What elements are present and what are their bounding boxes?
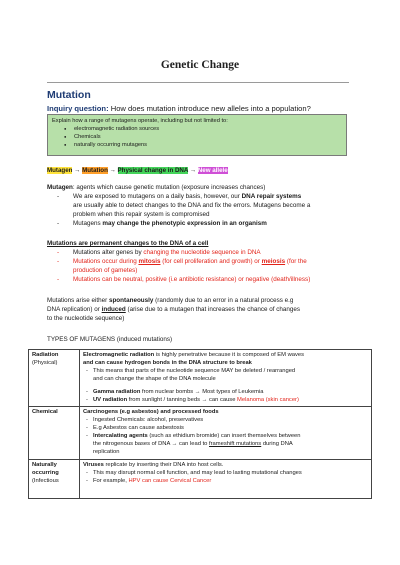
cell-text: For example, <box>93 477 129 484</box>
bullet-dash: - <box>86 367 88 374</box>
syllabus-item: ● Chemicals <box>74 133 342 141</box>
cell-line <box>83 433 368 441</box>
flow-step: Mutation <box>82 167 108 174</box>
cell-text: replicate by inserting their DNA into host cells. <box>103 461 224 468</box>
bullet-dash: - <box>86 388 88 395</box>
page-title: Genetic Change <box>160 59 240 71</box>
arise-line: to the nucleotide sequence) <box>47 315 125 322</box>
arise-text: (randomly due to an error in a natural process e.g <box>153 297 294 304</box>
permanent-point <box>73 249 261 258</box>
cell-text: This means that parts of the nucleotide sequence MAY be deleted / rearranged <box>93 367 296 374</box>
cell-text: Ingested Chemicals: alcohol, preservatives <box>93 417 204 424</box>
cell-text: E.g Asbestos can cause asbestosis <box>93 425 184 432</box>
cell-term: Viruses <box>83 461 104 468</box>
flow-step: New allele <box>197 167 228 174</box>
cell-term: Intercalating agents <box>93 433 148 440</box>
category-sublabel: (Infectious <box>32 477 59 484</box>
arise-text: Mutations arise either <box>47 297 109 304</box>
mutagen-definition <box>47 184 265 193</box>
permanent-point <box>73 258 307 267</box>
arise-term: spontaneously <box>108 297 154 304</box>
bullet-dash: - <box>57 258 60 265</box>
cell-line <box>83 368 368 376</box>
cell-red-text: HPV can cause Cervical Cancer <box>128 477 212 484</box>
meiosis-term: meiosis <box>261 258 286 265</box>
cell-term: UV radiation <box>93 396 128 403</box>
table-row <box>29 350 372 407</box>
flow-arrow: → <box>109 167 116 174</box>
bullet-dash: - <box>86 396 88 403</box>
category-cell <box>29 350 80 407</box>
cell-line: and can change the shape of the DNA molecule <box>93 375 216 382</box>
cell-line <box>83 462 368 470</box>
point-text: (for cell proliferation and growth) or <box>160 258 262 265</box>
repair-line <box>73 193 301 202</box>
repair-term: DNA repair systems <box>241 193 302 200</box>
phenotype-term: may change the phenotypic expression in an organism <box>102 220 267 227</box>
category-sublabel: (Physical) <box>32 359 58 366</box>
point-text: Mutations occur during <box>73 258 139 265</box>
arise-text: (arise due to a mutagen that increases the chance of changes <box>125 306 301 313</box>
syllabus-box <box>47 114 347 156</box>
cell-line <box>83 441 368 449</box>
bullet-dash: - <box>86 477 88 484</box>
phenotype-line <box>73 220 267 229</box>
cell-underlined-text: frameshift mutations <box>209 441 262 448</box>
arise-term: induced <box>101 306 126 313</box>
description-cell <box>80 407 372 459</box>
section-heading: Mutation <box>47 89 91 101</box>
inquiry-label: Inquiry question: <box>47 104 109 113</box>
cell-term: Carcinogens (e.g asbestos) and processed foods <box>83 409 219 416</box>
inquiry-text: How does mutation introduce new alleles into a population? <box>108 104 311 113</box>
syllabus-item: ● naturally occurring mutagens <box>74 141 342 149</box>
phenotype-text: Mutagens <box>73 220 103 227</box>
types-heading: TYPES OF MUTAGENS (induced mutations) <box>47 336 173 343</box>
arise-line <box>47 306 300 315</box>
syllabus-item: ● electromagnetic radiation sources <box>74 125 342 133</box>
cell-term: Gamma radiation <box>93 388 141 395</box>
arise-text: DNA replication) or <box>47 306 102 313</box>
arise-line <box>47 297 293 306</box>
cell-text: from sunlight / tanning beds → can cause <box>127 396 238 403</box>
flow-step: Mutagen <box>47 167 73 174</box>
repair-line: are usually able to detect changes to the DNA and fix the errors. Mutagens become a <box>73 202 311 209</box>
cell-line <box>83 397 368 405</box>
flow-arrow: → <box>189 167 197 174</box>
table-row <box>29 407 372 459</box>
permanent-point: production of gametes) <box>73 267 138 274</box>
mutagen-table <box>28 349 372 499</box>
category-cell <box>29 459 80 498</box>
cell-text: during DNA <box>261 441 293 448</box>
bullet-dash: - <box>57 193 60 200</box>
description-cell <box>80 459 372 498</box>
repair-text: We are exposed to mutagens on a daily basis, however, our <box>73 193 242 200</box>
cell-line <box>83 360 368 368</box>
bullet-dash: - <box>57 276 60 283</box>
category-label: occurring <box>32 469 59 476</box>
mutation-flow <box>47 167 228 174</box>
bullet-dash: - <box>86 433 88 440</box>
cell-line <box>83 389 368 397</box>
permanent-point: Mutations can be neutral, positive (i.e antibiotic resistance) or negative (death/illness) <box>73 276 311 283</box>
cell-line <box>83 417 368 425</box>
flow-step: Physical change in DNA <box>117 167 189 174</box>
description-cell <box>80 350 372 407</box>
category-cell <box>29 407 80 459</box>
point-red-text: changing the nucleotide sequence in DNA <box>143 249 261 256</box>
cell-term: Electromagnetic radiation <box>83 352 155 358</box>
category-label: Naturally <box>32 461 57 468</box>
cell-text: (such as ethidium bromide) can insert themselves between <box>147 433 301 440</box>
point-text: (for the <box>285 258 307 265</box>
permanent-heading: Mutations are permanent changes to the DNA of a cell <box>47 240 209 247</box>
cell-line <box>83 352 368 360</box>
spacer <box>83 486 368 496</box>
cell-term: and can cause hydrogen bonds in the DNA structure to break <box>83 359 252 366</box>
syllabus-intro: Explain how a range of mutagens operate, including but not limited to: <box>52 118 228 124</box>
cell-line: replication <box>93 448 120 455</box>
syllabus-list <box>52 125 342 149</box>
bullet-dash: - <box>86 425 88 432</box>
cell-text: from nuclear bombs → Most types of Leukemia <box>140 388 264 395</box>
bullet-dash: - <box>57 249 60 256</box>
definition-text: : agents which cause genetic mutation (exposure increases chances) <box>72 184 266 191</box>
flow-arrow: → <box>74 167 81 174</box>
bullet-dash: - <box>57 220 60 227</box>
category-label: Chemical <box>32 409 58 416</box>
cell-text: This may disrupt normal cell function, and may lead to lasting mutational changes <box>93 469 302 476</box>
mitosis-term: mitosis <box>138 258 161 265</box>
cell-line <box>83 470 368 478</box>
cell-line <box>83 478 368 486</box>
cell-text: is highly penetrative because it is composed of EM waves <box>154 352 305 358</box>
cell-text: the nitrogenous bases of DNA → can lead to <box>93 441 210 448</box>
category-label: Radiation <box>32 352 59 358</box>
table-row <box>29 459 372 498</box>
cell-red-text: Melanoma (skin cancer) <box>237 396 299 403</box>
repair-line: problem when this repair system is compromised <box>73 211 210 218</box>
title-divider <box>47 82 349 83</box>
definition-term: Mutagen <box>47 184 73 191</box>
bullet-dash: - <box>86 469 88 476</box>
cell-line <box>83 409 368 417</box>
point-text: Mutations alter genes by <box>73 249 144 256</box>
inquiry-question <box>47 104 311 113</box>
cell-line <box>83 425 368 433</box>
bullet-dash: - <box>86 417 88 424</box>
